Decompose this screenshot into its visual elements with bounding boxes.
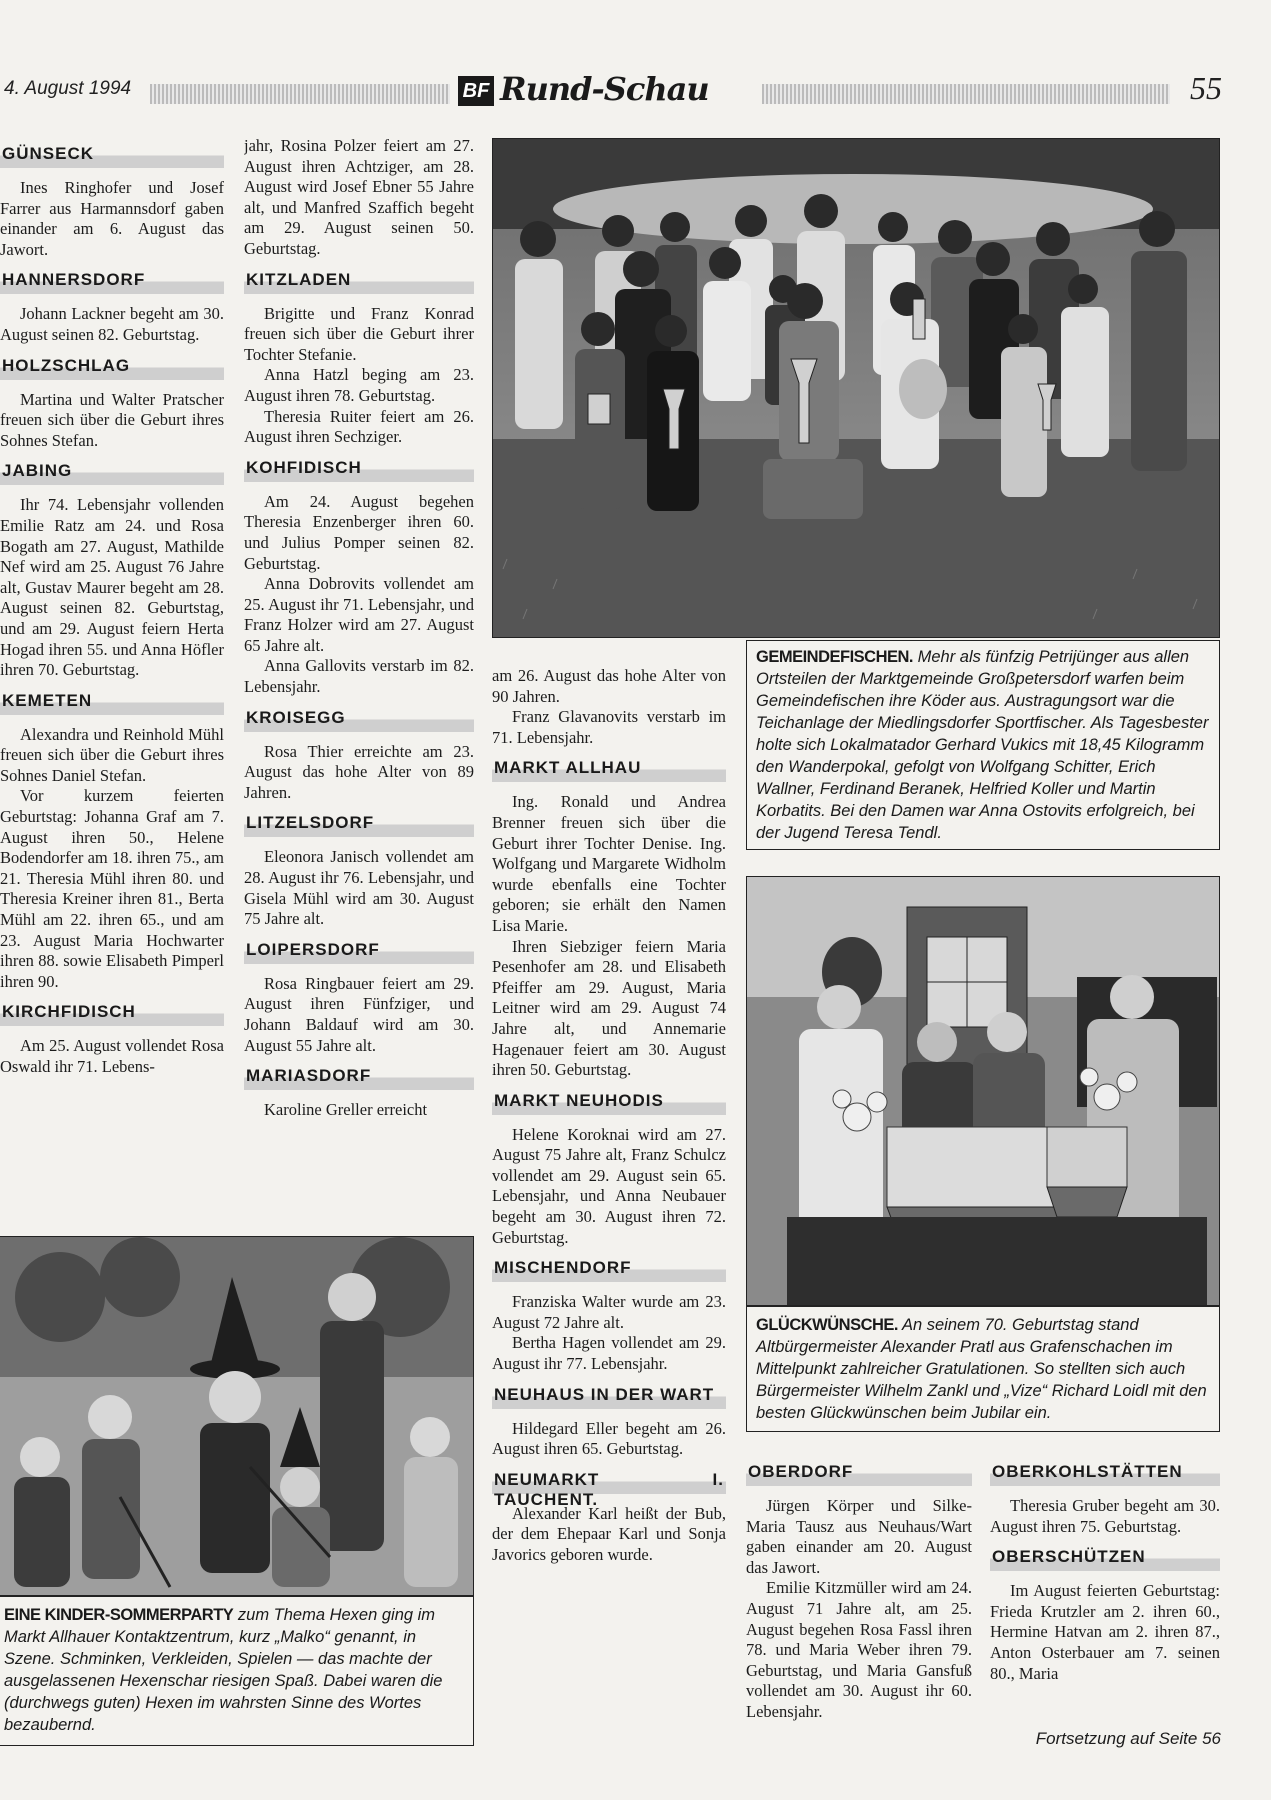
birthday-caption [756, 1314, 1214, 1424]
column-4 [746, 1458, 972, 1758]
article-text: Brigitte und Franz Konrad freuen sich über die Geburt ihrer Tochter Stefanie. [244, 303, 474, 364]
page-header [0, 72, 1222, 110]
section-title: KIRCHFIDISCH [0, 998, 224, 1026]
logo-mark: BF [458, 76, 494, 106]
article-text: Ihr 74. Lebensjahr vollenden Emilie Ratz am 24. und Rosa Bogath am 27. August, Mathilde Nef wird am 25. August 76 Jahre alt, Gustav Maurer begeht am 28. August seinen 82. Geburtstag, und am 29. August feiern Herta Hogad ihren 55. und Anna Höfler ihren 70. Geburtstag. [0, 495, 224, 680]
section-title: NEUHAUS IN DER WART [492, 1381, 726, 1409]
section-title: LITZELSDORF [244, 809, 474, 837]
caption-text: An seinem 70. Geburtstag stand Altbürgermeister Alexander Pratl aus Grafenschachen im Mittelpunkt zahlreicher Gratulationen. So stellten sich auch Bürgermeister Wilhelm Zankl und „Vize“ Richard Loidl mit den besten Glückwünschen beim Jubilar ein. [756, 1316, 1207, 1422]
header-rule-left [150, 84, 450, 104]
article-text: Vor kurzem feierten Geburtstag: Johanna Graf am 7. August ihren 50., Helene Bodendorfer am 18. ihren 75., am 21. Theresia Mühl ihren 80. und Theresia Kreiner ihren 81., Berta Mühl am 22. ihren 65., und am 23. August Maria Hochwarter ihren 88. sowie Elisabeth Pimperl ihren 90. [0, 786, 224, 991]
article-text: Martina und Walter Pratscher freuen sich über die Geburt ihres Sohnes Stefan. [0, 389, 224, 450]
column-3 [492, 666, 726, 1756]
group-photo-anglers-with-trophies-icon [493, 139, 1220, 638]
caption-text: Mehr als fünfzig Petrijünger aus allen Ortsteilen der Marktgemeinde Großpetersdorf warfen beim Gemeindefischen ihre Köder aus. Austragungsort war die Teichanlage der Miedlingsdorfer Sportfischer. Als Tagesbester holte sich Lokalmatador Gerhard Vukics mit 18,45 Kilogramm den Wanderpokal, gefolgt von Wolfgang Schitter, Erich Wallner, Ferdinand Beranek, Helfried Koller und Martin Korbatits. Bei den Damen war Anna Ostovits erfolgreich, bei der Jugend Teresa Tendl. [756, 648, 1209, 842]
article-text: Theresia Ruiter feiert am 26. August ihren Sechziger. [244, 406, 474, 447]
article-text: Alexander Karl heißt der Bub, der dem Ehepaar Karl und Sonja Javorics geboren wurde. [492, 1503, 726, 1564]
article-text: Am 24. August begehen Theresia Enzenberger ihren 60. und Julius Pomper seinen 82. Geburtstag. [244, 491, 474, 573]
article-text: jahr, Rosina Polzer feiert am 27. August ihren Achtziger, am 28. August wird Josef Ebner 55 Jahre alt, und Manfred Szaffich begeht am 29. August seinen 50. Geburtstag. [244, 136, 474, 258]
article-text: Anna Dobrovits vollendet am 25. August ihr 71. Lebensjahr, und Franz Holzer wird am 27. August 65 Jahre alt. [244, 574, 474, 655]
page-number: 55 [1190, 70, 1222, 106]
section-title: MARKT ALLHAU [492, 754, 726, 782]
column-1 [0, 140, 224, 1200]
section-title: KOHFIDISCH [244, 454, 474, 482]
article-text: Rosa Thier erreichte am 23. August das hohe Alter von 89 Jahren. [244, 741, 474, 802]
article-text: Theresia Gruber begeht am 30. August ihren 75. Geburtstag. [990, 1496, 1220, 1536]
article-text: Bertha Hagen vollendet am 29. August ihr 77. Lebensjahr. [492, 1333, 726, 1374]
party-caption [4, 1604, 466, 1736]
section-title: OBERKOHLSTÄTTEN [990, 1458, 1220, 1486]
section-title: KITZLADEN [244, 266, 474, 294]
section-title: MARKT NEUHODIS [492, 1087, 726, 1115]
fishing-caption [756, 646, 1214, 844]
article-text: Eleonora Janisch vollendet am 28. August ihr 76. Lebensjahr, und Gisela Mühl wird am 30. August 75 Jahre alt. [244, 847, 474, 929]
article-text: Hildegard Eller begeht am 26. August ihren 65. Geburtstag. [492, 1418, 726, 1459]
article-text: Am 25. August vollendet Rosa Oswald ihr 71. Lebens- [0, 1036, 224, 1076]
caption-lead: EINE KINDER-SOMMERPARTY [4, 1606, 234, 1624]
section-title: JABING [0, 457, 224, 485]
section-title: NEUMARKT I. TAUCHENT. [492, 1466, 726, 1494]
continued-note: Fortsetzung auf Seite 56 [1035, 1729, 1221, 1748]
issue-date: 4. August 1994 [4, 78, 132, 99]
section-title: OBERDORF [746, 1458, 972, 1486]
section-title: OBERSCHÜTZEN [990, 1543, 1220, 1571]
article-text: Helene Koroknai wird am 27. August 75 Jahre alt, Franz Schulcz vollendet am 29. August sein 65. Lebensjahr, und Anna Neubauer begeht am 30. August ihren 72. Geburtstag. [492, 1124, 726, 1247]
party-photo [0, 1236, 474, 1596]
fishing-group-photo [492, 138, 1220, 638]
column-2 [244, 136, 474, 1216]
photo-children-in-witch-costumes-icon [0, 1237, 474, 1596]
article-text: Anna Gallovits verstarb im 82. Lebensjahr. [244, 656, 474, 697]
article-text: Ing. Ronald und Andrea Brenner freuen sich über die Geburt ihrer Tochter Denise. Ing. Wolfgang und Margarete Widholm wurde ebenfalls eine Tochter geboren; sie erhält den Namen Lisa Marie. [492, 792, 726, 935]
header-rule-right [762, 84, 1170, 104]
section-title: HANNERSDORF [0, 266, 224, 294]
section-title: GÜNSECK [0, 140, 224, 168]
column-5 [990, 1458, 1220, 1720]
article-text: Ines Ringhofer und Josef Farrer aus Harmannsdorf gaben einander am 6. August das Jawort. [0, 178, 224, 259]
logo-wordmark: Rund-Schau [500, 70, 709, 108]
article-text: Karoline Greller erreicht [264, 1100, 428, 1120]
article-text: Franziska Walter wurde am 23. August 72 Jahre alt. [492, 1292, 726, 1332]
article-text: Ihren Siebziger feiern Maria Pesenhofer am 28. und Elisabeth Pfeiffer am 29. August, Maria Leitner wird am 29. August 74 Jahre alt, und Annemarie Hagenauer feiert am 30. August ihren 50. Geburtstag. [492, 936, 726, 1080]
caption-lead: GLÜCKWÜNSCHE. [756, 1316, 898, 1334]
article-text: am 26. August das hohe Alter von 90 Jahren. [492, 666, 726, 706]
photo-men-with-gift-baskets-icon [747, 877, 1220, 1306]
article-text: Jürgen Körper und Silke-Maria Tausz aus Neuhaus/Wart gaben einander am 20. August das Jawort. [746, 1496, 972, 1577]
article-text: Franz Glavanovits verstarb im 71. Lebensjahr. [492, 707, 726, 747]
section-title: MARIASDORF [244, 1062, 474, 1090]
caption-lead: GEMEINDEFISCHEN. [756, 648, 914, 666]
article-text: Johann Lackner begeht am 30. August seinen 82. Geburtstag. [0, 304, 224, 344]
section-title: KROISEGG [244, 704, 474, 732]
section-title: MISCHENDORF [492, 1254, 726, 1282]
section-title: HOLZSCHLAG [0, 352, 224, 380]
article-text: Alexandra und Reinhold Mühl freuen sich über die Geburt ihres Sohnes Daniel Stefan. [0, 724, 224, 785]
article-text: Rosa Ringbauer feiert am 29. August ihren Fünfziger, und Johann Baldauf wird am 30. August 55 Jahre alt. [244, 973, 474, 1055]
birthday-photo [746, 876, 1220, 1306]
article-text: Emilie Kitzmüller wird am 24. August 71 Jahre alt, am 25. August begehen Rosa Fassl ihren 78. und Maria Weber ihren 79. Geburtstag, und Maria Gansfuß vollendet am 30. August ihr 60. Lebensjahr. [746, 1578, 972, 1721]
article-text: Im August feierten Geburtstag: Frieda Krutzler am 2. ihren 60., Hermine Hatvan am 2. ihren 87., Anton Osterbauer am 7. seinen 80., Maria [990, 1581, 1220, 1683]
section-title: LOIPERSDORF [244, 936, 474, 964]
article-text: Anna Hatzl beging am 23. August ihren 78. Geburtstag. [244, 365, 474, 405]
caption-text: zum Thema Hexen ging im Markt Allhauer Kontaktzentrum, kurz „Malko“ genannt, in Szene. Schminken, Verkleiden, Spielen — das machte der ausgelassenen Hexenschar riesigen Spaß. Dabei waren die (durchwegs guten) Hexen im wahrsten Sinne des Wortes bezaubernd. [4, 1606, 443, 1734]
section-title: KEMETEN [0, 687, 224, 715]
